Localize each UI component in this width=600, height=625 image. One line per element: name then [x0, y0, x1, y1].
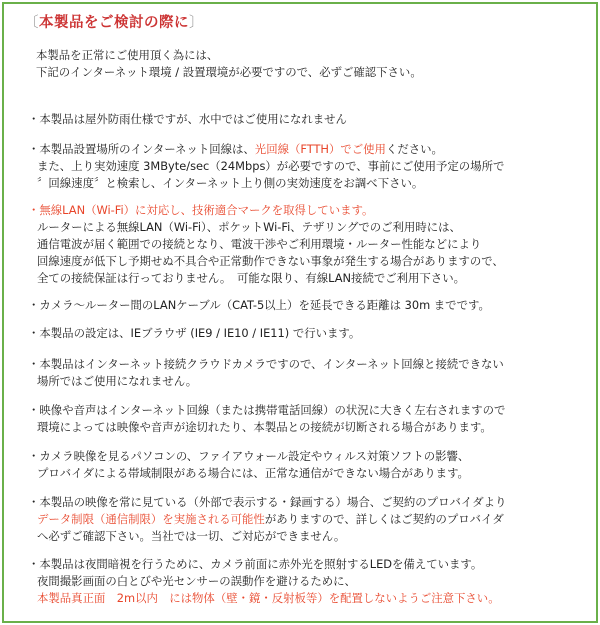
- note-text: 回線速度が低下し予期せぬ不具合や正常動作できない事象が発生する場合がありますので、: [37, 254, 504, 268]
- note-line: [28, 253, 504, 270]
- note-text: 夜間撮影画面の白とびや光センサーの誤動作を避けるために、: [37, 574, 356, 588]
- title-text: 本製品をご検討の際に: [39, 14, 189, 31]
- note-item: [28, 556, 500, 607]
- note-text: 全ての接続保証は行っておりません。 可能な限り、有線LAN接続でご利用下さい。: [37, 271, 465, 285]
- note-line: [28, 236, 504, 253]
- note-line: [28, 141, 504, 158]
- note-line: [28, 219, 504, 236]
- note-line: [28, 373, 504, 390]
- note-text: 通信電波が届く範囲での接続となり、電波干渉やご利用環境・ルーター性能などにより: [37, 237, 482, 251]
- note-text: 環境によっては映像や音声が途切れたり、本製品との接続が切断される場合があります。: [37, 420, 492, 434]
- title-close-bracket: 〕: [189, 15, 204, 31]
- note-line: [28, 419, 505, 436]
- note-item: [28, 111, 347, 128]
- note-line: [28, 158, 504, 175]
- note-text: ・カメラ～ルーター間のLANケーブル（CAT-5以上）を延長できる距離は 30m までです。: [28, 298, 490, 312]
- note-text: ・本製品の設定は、IEブラウザ (IE9 / IE10 / IE11) で行います。: [28, 326, 361, 340]
- note-item: [28, 297, 490, 314]
- note-text: ルーターによる無線LAN（Wi-Fi）、ポケットWi-Fi、テザリングでのご利用時には、: [37, 220, 461, 234]
- note-text: へ必ずご確認下さい。当社では一切、ご対応ができません。: [37, 529, 346, 543]
- intro-text: [36, 47, 422, 81]
- note-line: [28, 528, 506, 545]
- note-text: プロバイダによる帯域制限がある場合には、正常な通信ができない場合があります。: [37, 466, 469, 480]
- note-text: がありますので、詳しくはご契約のプロバイダ: [264, 512, 504, 526]
- note-text: ください。: [385, 142, 443, 156]
- note-text: ・カメラ映像を見るパソコンの、ファイアウォール設定やウィルス対策ソフトの影響、: [28, 449, 470, 463]
- highlight-text: データ制限（通信制限）を実施される可能性: [37, 512, 265, 526]
- note-item: [28, 402, 505, 436]
- note-item: [28, 448, 469, 482]
- note-text: ・本製品の映像を常に見ている（外部で表示する・録画する）場合、ご契約のプロバイダより: [28, 495, 507, 509]
- notice-panel: [2, 2, 598, 623]
- highlight-text: 光回線（FTTH）でご使用: [254, 142, 386, 156]
- note-text: 〞回線速度〞と検索し、インターネット上り側の実効速度をお調べ下さい。: [37, 176, 424, 190]
- note-line: [28, 325, 360, 342]
- note-line: [28, 175, 504, 192]
- highlight-text: ・無線LAN（Wi-Fi）に対応し、技術適合マークを取得しています。: [28, 203, 374, 217]
- note-line: [28, 270, 504, 287]
- note-line: [28, 511, 506, 528]
- note-line: [28, 356, 504, 373]
- note-line: [28, 556, 500, 573]
- note-line: [28, 402, 505, 419]
- note-line: [28, 202, 504, 219]
- intro-line: 下記のインターネット環境 / 設置環境が必要ですので、必ずご確認下さい。: [36, 65, 422, 79]
- title-open-bracket: 〔: [24, 15, 39, 31]
- note-item: [28, 325, 360, 342]
- note-item: [28, 141, 504, 192]
- note-text: ・本製品は夜間暗視を行うために、カメラ前面に赤外光を照射するLEDを備えています。: [28, 557, 483, 571]
- note-line: [28, 573, 500, 590]
- note-line: [28, 465, 469, 482]
- note-text: 場所ではご使用になれません。: [37, 374, 198, 388]
- note-line: [28, 590, 500, 607]
- note-line: [28, 494, 506, 511]
- note-line: [28, 448, 469, 465]
- note-text: ・本製品は屋外防雨仕様ですが、水中ではご使用になれません: [28, 112, 347, 126]
- note-item: [28, 202, 504, 287]
- intro-line: 本製品を正常にご使用頂く為には、: [36, 48, 219, 62]
- note-line: [28, 297, 490, 314]
- note-line: [28, 111, 347, 128]
- note-item: [28, 356, 504, 390]
- highlight-text: 本製品真正面 2m以内 には物体（壁・鏡・反射板等）を配置しないようご注意下さい。: [37, 591, 500, 605]
- note-text: ・本製品設置場所のインターネット回線は、: [28, 142, 255, 156]
- notice-title: [24, 14, 204, 32]
- note-text: ・本製品はインターネット接続クラウドカメラですので、インターネット回線と接続できない: [28, 357, 504, 371]
- note-item: [28, 494, 506, 545]
- note-text: また、上り実効速度 3MByte/sec（24Mbps）が必要ですので、事前にご使用予定の場所で: [37, 159, 505, 173]
- note-text: ・映像や音声はインターネット回線（または携帯電話回線）の状況に大きく左右されますので: [28, 403, 506, 417]
